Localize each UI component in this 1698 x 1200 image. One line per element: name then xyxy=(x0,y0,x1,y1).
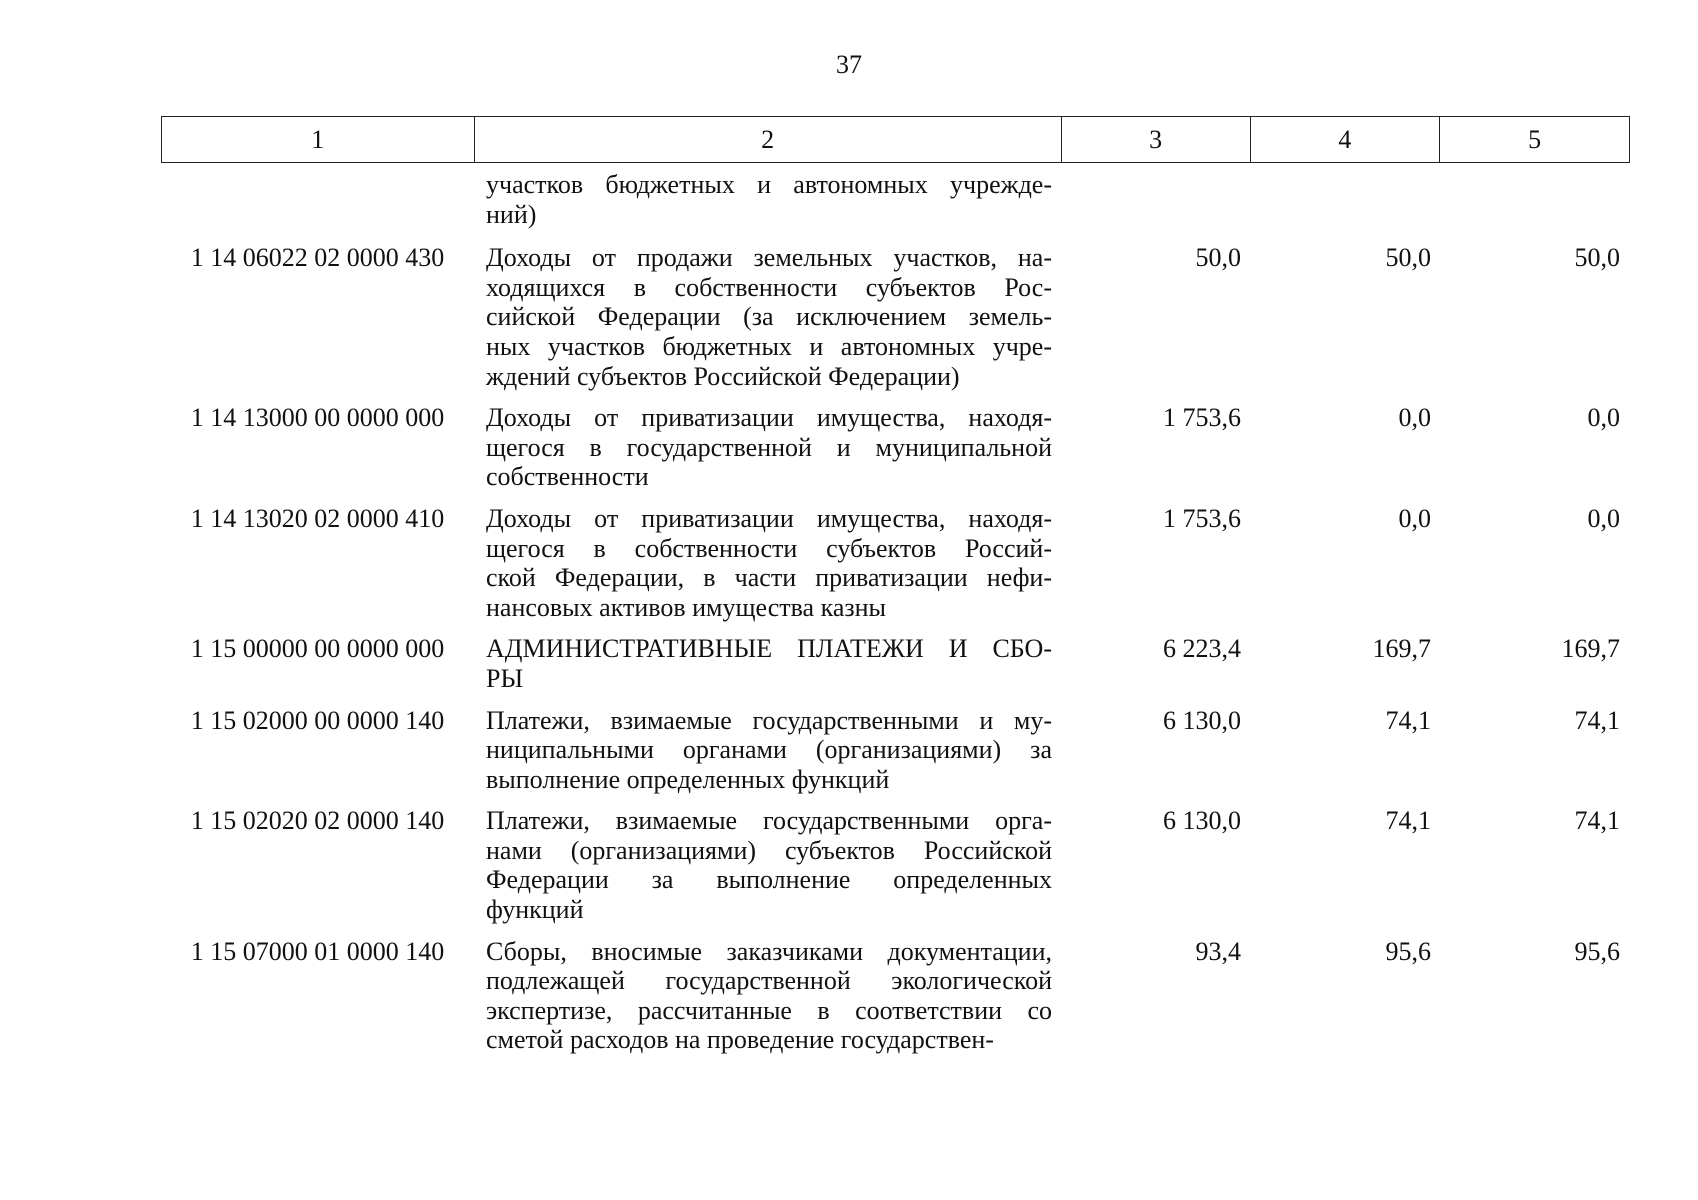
row-code: 1 14 06022 02 0000 430 xyxy=(190,243,445,273)
header-col-5: 5 xyxy=(1528,124,1542,154)
row-name xyxy=(474,170,1062,229)
row-name-line: Доходы от приватизации имущества, находя- xyxy=(486,503,1052,533)
row-name xyxy=(474,634,1062,693)
row-value-5: 169,7 xyxy=(1561,634,1620,664)
row-value-4: 95,6 xyxy=(1385,936,1431,966)
row-name-line: собственности xyxy=(486,462,649,492)
row-name-line: участков бюджетных и автономных учрежде- xyxy=(486,170,1052,199)
row-value-3: 1 753,6 xyxy=(1163,403,1241,433)
row-code: 1 15 02000 00 0000 140 xyxy=(190,705,445,735)
row-name-line: нами (организациями) субъектов Российской xyxy=(486,835,1052,865)
table-row xyxy=(161,937,1630,1055)
row-value-4: 169,7 xyxy=(1372,634,1431,664)
row-name-line: подлежащей государственной экологической xyxy=(486,966,1052,996)
row-value-5: 0,0 xyxy=(1587,403,1620,433)
row-value-4 xyxy=(1251,170,1441,229)
table-row xyxy=(161,806,1630,924)
row-name xyxy=(474,806,1062,924)
row-name-line: Федерации за выполнение определенных xyxy=(486,865,1052,895)
header-col-3: 3 xyxy=(1062,117,1251,162)
row-name xyxy=(474,243,1062,391)
row-name-line: ных участков бюджетных и автономных учре- xyxy=(486,331,1052,361)
row-value-4: 0,0 xyxy=(1398,403,1431,433)
table-row xyxy=(161,634,1630,693)
row-name-line: Платежи, взимаемые государственными и му- xyxy=(486,705,1052,735)
row-name xyxy=(474,706,1062,795)
row-name-line: нансовых активов имущества казны xyxy=(486,592,887,622)
row-value-5: 74,1 xyxy=(1574,705,1620,735)
row-name-line: РЫ xyxy=(486,663,524,693)
header-col-2: 2 xyxy=(475,117,1062,162)
row-name-line: Доходы от приватизации имущества, находя- xyxy=(486,403,1052,433)
row-name-line: функций xyxy=(486,895,584,925)
row-value-4: 74,1 xyxy=(1385,705,1431,735)
row-name-line: ской Федерации, в части приватизации нефи- xyxy=(486,563,1052,593)
row-name xyxy=(474,937,1062,1055)
row-code: 1 15 07000 01 0000 140 xyxy=(190,936,445,966)
row-code: 1 14 13000 00 0000 000 xyxy=(190,403,445,433)
row-name-line: ний) xyxy=(486,199,537,229)
row-name-line: выполнение определенных функций xyxy=(486,764,890,794)
row-name xyxy=(474,403,1062,492)
page-number: 37 xyxy=(836,50,862,79)
row-code: 1 14 13020 02 0000 410 xyxy=(190,503,445,533)
row-code: 1 15 00000 00 0000 000 xyxy=(190,634,445,664)
row-name-line: Платежи, взимаемые государственными орга- xyxy=(486,806,1052,836)
row-value-5 xyxy=(1441,170,1630,229)
row-name-line: экспертизе, рассчитанные в соответствии со xyxy=(486,995,1052,1025)
row-value-4: 50,0 xyxy=(1385,243,1431,273)
row-name-line: Сборы, вносимые заказчиками документации, xyxy=(486,936,1052,966)
row-value-3: 6 223,4 xyxy=(1163,634,1241,664)
row-name-line: ходящихся в собственности субъектов Рос- xyxy=(486,272,1052,302)
row-name-line: сийской Федерации (за исключением земель- xyxy=(486,302,1052,332)
row-name-line: щегося в государственной и муниципальной xyxy=(486,432,1052,462)
row-name-line: ждений субъектов Российской Федерации) xyxy=(486,361,960,391)
table-row xyxy=(161,243,1630,391)
row-value-5: 50,0 xyxy=(1574,243,1620,273)
row-value-3: 50,0 xyxy=(1195,243,1241,273)
table-header-row xyxy=(161,116,1630,163)
row-value-3: 6 130,0 xyxy=(1163,705,1241,735)
table-row xyxy=(161,403,1630,492)
row-name-line: Доходы от продажи земельных участков, на- xyxy=(486,243,1052,273)
row-value-3: 6 130,0 xyxy=(1163,806,1241,836)
row-value-4: 74,1 xyxy=(1385,806,1431,836)
row-value-5: 0,0 xyxy=(1587,503,1620,533)
table-row xyxy=(161,706,1630,795)
row-code xyxy=(161,170,474,229)
header-col-4: 4 xyxy=(1251,117,1441,162)
row-value-5: 95,6 xyxy=(1574,936,1620,966)
table-row-continuation xyxy=(161,170,1630,229)
row-name-line: щегося в собственности субъектов Россий- xyxy=(486,533,1052,563)
table-row xyxy=(161,504,1630,622)
row-value-3: 93,4 xyxy=(1195,936,1241,966)
row-name-line: ниципальными органами (организациями) за xyxy=(486,735,1052,765)
header-col-1: 1 xyxy=(162,117,475,162)
row-name xyxy=(474,504,1062,622)
row-value-3: 1 753,6 xyxy=(1163,503,1241,533)
row-value-3 xyxy=(1062,170,1251,229)
row-code: 1 15 02020 02 0000 140 xyxy=(190,806,445,836)
row-name-line: сметой расходов на проведение государствен- xyxy=(486,1025,994,1055)
row-value-4: 0,0 xyxy=(1398,503,1431,533)
table-body xyxy=(161,170,1630,1067)
row-value-5: 74,1 xyxy=(1574,806,1620,836)
row-name-line: АДМИНИСТРАТИВНЫЕ ПЛАТЕЖИ И СБО- xyxy=(486,634,1052,664)
